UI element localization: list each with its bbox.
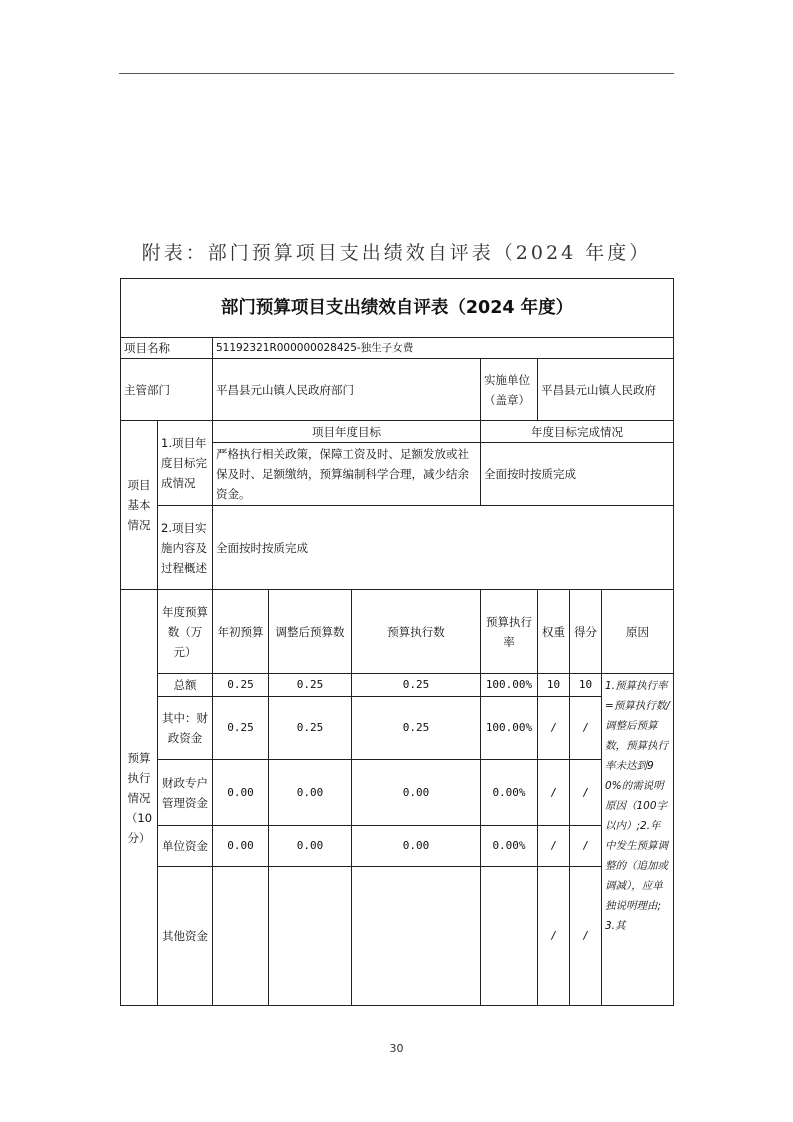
- header-score: 得分: [570, 590, 602, 674]
- impl-text: 全面按时按质完成: [213, 506, 674, 590]
- self-evaluation-table: [120, 278, 674, 1006]
- row-rate: 0.00%: [481, 826, 538, 867]
- completion-header: 年度目标完成情况: [481, 421, 674, 443]
- row-weight: /: [538, 826, 570, 867]
- basic-info-label: 项目基本情况: [121, 421, 158, 590]
- goal-label: 1.项目年度目标完成情况: [158, 421, 213, 506]
- row-executed: 0.00: [352, 826, 481, 867]
- row-executed: 0.00: [352, 760, 481, 826]
- row-category: 财政专户管理资金: [158, 760, 213, 826]
- header-rule: [119, 73, 674, 74]
- row-adjusted: 0.00: [269, 760, 352, 826]
- header-rate: 预算执行率: [481, 590, 538, 674]
- page-caption: 附表：部门预算项目支出绩效自评表（2024 年度）: [141, 242, 652, 264]
- row-rate: 100.00%: [481, 674, 538, 697]
- row-weight: 10: [538, 674, 570, 697]
- row-initial: 0.00: [213, 760, 269, 826]
- dept-label: 主管部门: [121, 359, 213, 421]
- table-title: 部门预算项目支出绩效自评表（2024 年度）: [121, 279, 674, 338]
- row-score: /: [570, 826, 602, 867]
- table-row: [121, 697, 674, 760]
- row-adjusted: 0.00: [269, 826, 352, 867]
- row-rate: [481, 867, 538, 1006]
- row-adjusted: 0.25: [269, 697, 352, 760]
- row-weight: /: [538, 867, 570, 1006]
- impl-label: 2.项目实施内容及过程概述: [158, 506, 213, 590]
- header-adjusted: 调整后预算数: [269, 590, 352, 674]
- table-row: [121, 826, 674, 867]
- row-executed: 0.25: [352, 697, 481, 760]
- row-adjusted: [269, 867, 352, 1006]
- row-category: 单位资金: [158, 826, 213, 867]
- row-initial: [213, 867, 269, 1006]
- header-weight: 权重: [538, 590, 570, 674]
- dept-value: 平昌县元山镇人民政府部门: [213, 359, 481, 421]
- impl-unit-label: 实施单位（盖章）: [481, 359, 538, 421]
- row-score: 10: [570, 674, 602, 697]
- goal-header: 项目年度目标: [213, 421, 481, 443]
- row-score: /: [570, 760, 602, 826]
- row-category: 总额: [158, 674, 213, 697]
- header-executed: 预算执行数: [352, 590, 481, 674]
- row-rate: 100.00%: [481, 697, 538, 760]
- header-initial: 年初预算: [213, 590, 269, 674]
- row-initial: 0.00: [213, 826, 269, 867]
- row-rate: 0.00%: [481, 760, 538, 826]
- row-weight: /: [538, 697, 570, 760]
- row-score: /: [570, 697, 602, 760]
- goal-text: 严格执行相关政策，保障工资及时、足额发放或社保及时、足额缴纳，预算编制科学合理，减少结余资金。: [213, 443, 481, 506]
- table-row: [121, 760, 674, 826]
- header-reason: 原因: [602, 590, 674, 674]
- row-executed: 0.25: [352, 674, 481, 697]
- row-score: /: [570, 867, 602, 1006]
- completion-text: 全面按时按质完成: [481, 443, 674, 506]
- row-adjusted: 0.25: [269, 674, 352, 697]
- table-row: [121, 674, 674, 697]
- row-category: 其中：财政资金: [158, 697, 213, 760]
- row-initial: 0.25: [213, 697, 269, 760]
- row-initial: 0.25: [213, 674, 269, 697]
- page-number: 30: [389, 1042, 404, 1055]
- budget-section-label: 预算执行情况（10分）: [121, 590, 158, 1006]
- row-executed: [352, 867, 481, 1006]
- project-name-value: 51192321R000000028425-独生子女费: [213, 338, 674, 359]
- reason-text: 1.预算执行率=预算执行数/调整后预算数，预算执行率未达到90%的需说明原因（100字以内）;2.年中发生预算调整的（追加或调减），应单独说明理由;3.其: [602, 674, 674, 1006]
- impl-unit-value: 平昌县元山镇人民政府: [538, 359, 674, 421]
- header-category: 年度预算数（万元）: [158, 590, 213, 674]
- table-row: [121, 867, 674, 1006]
- row-weight: /: [538, 760, 570, 826]
- row-category: 其他资金: [158, 867, 213, 1006]
- project-name-label: 项目名称: [121, 338, 213, 359]
